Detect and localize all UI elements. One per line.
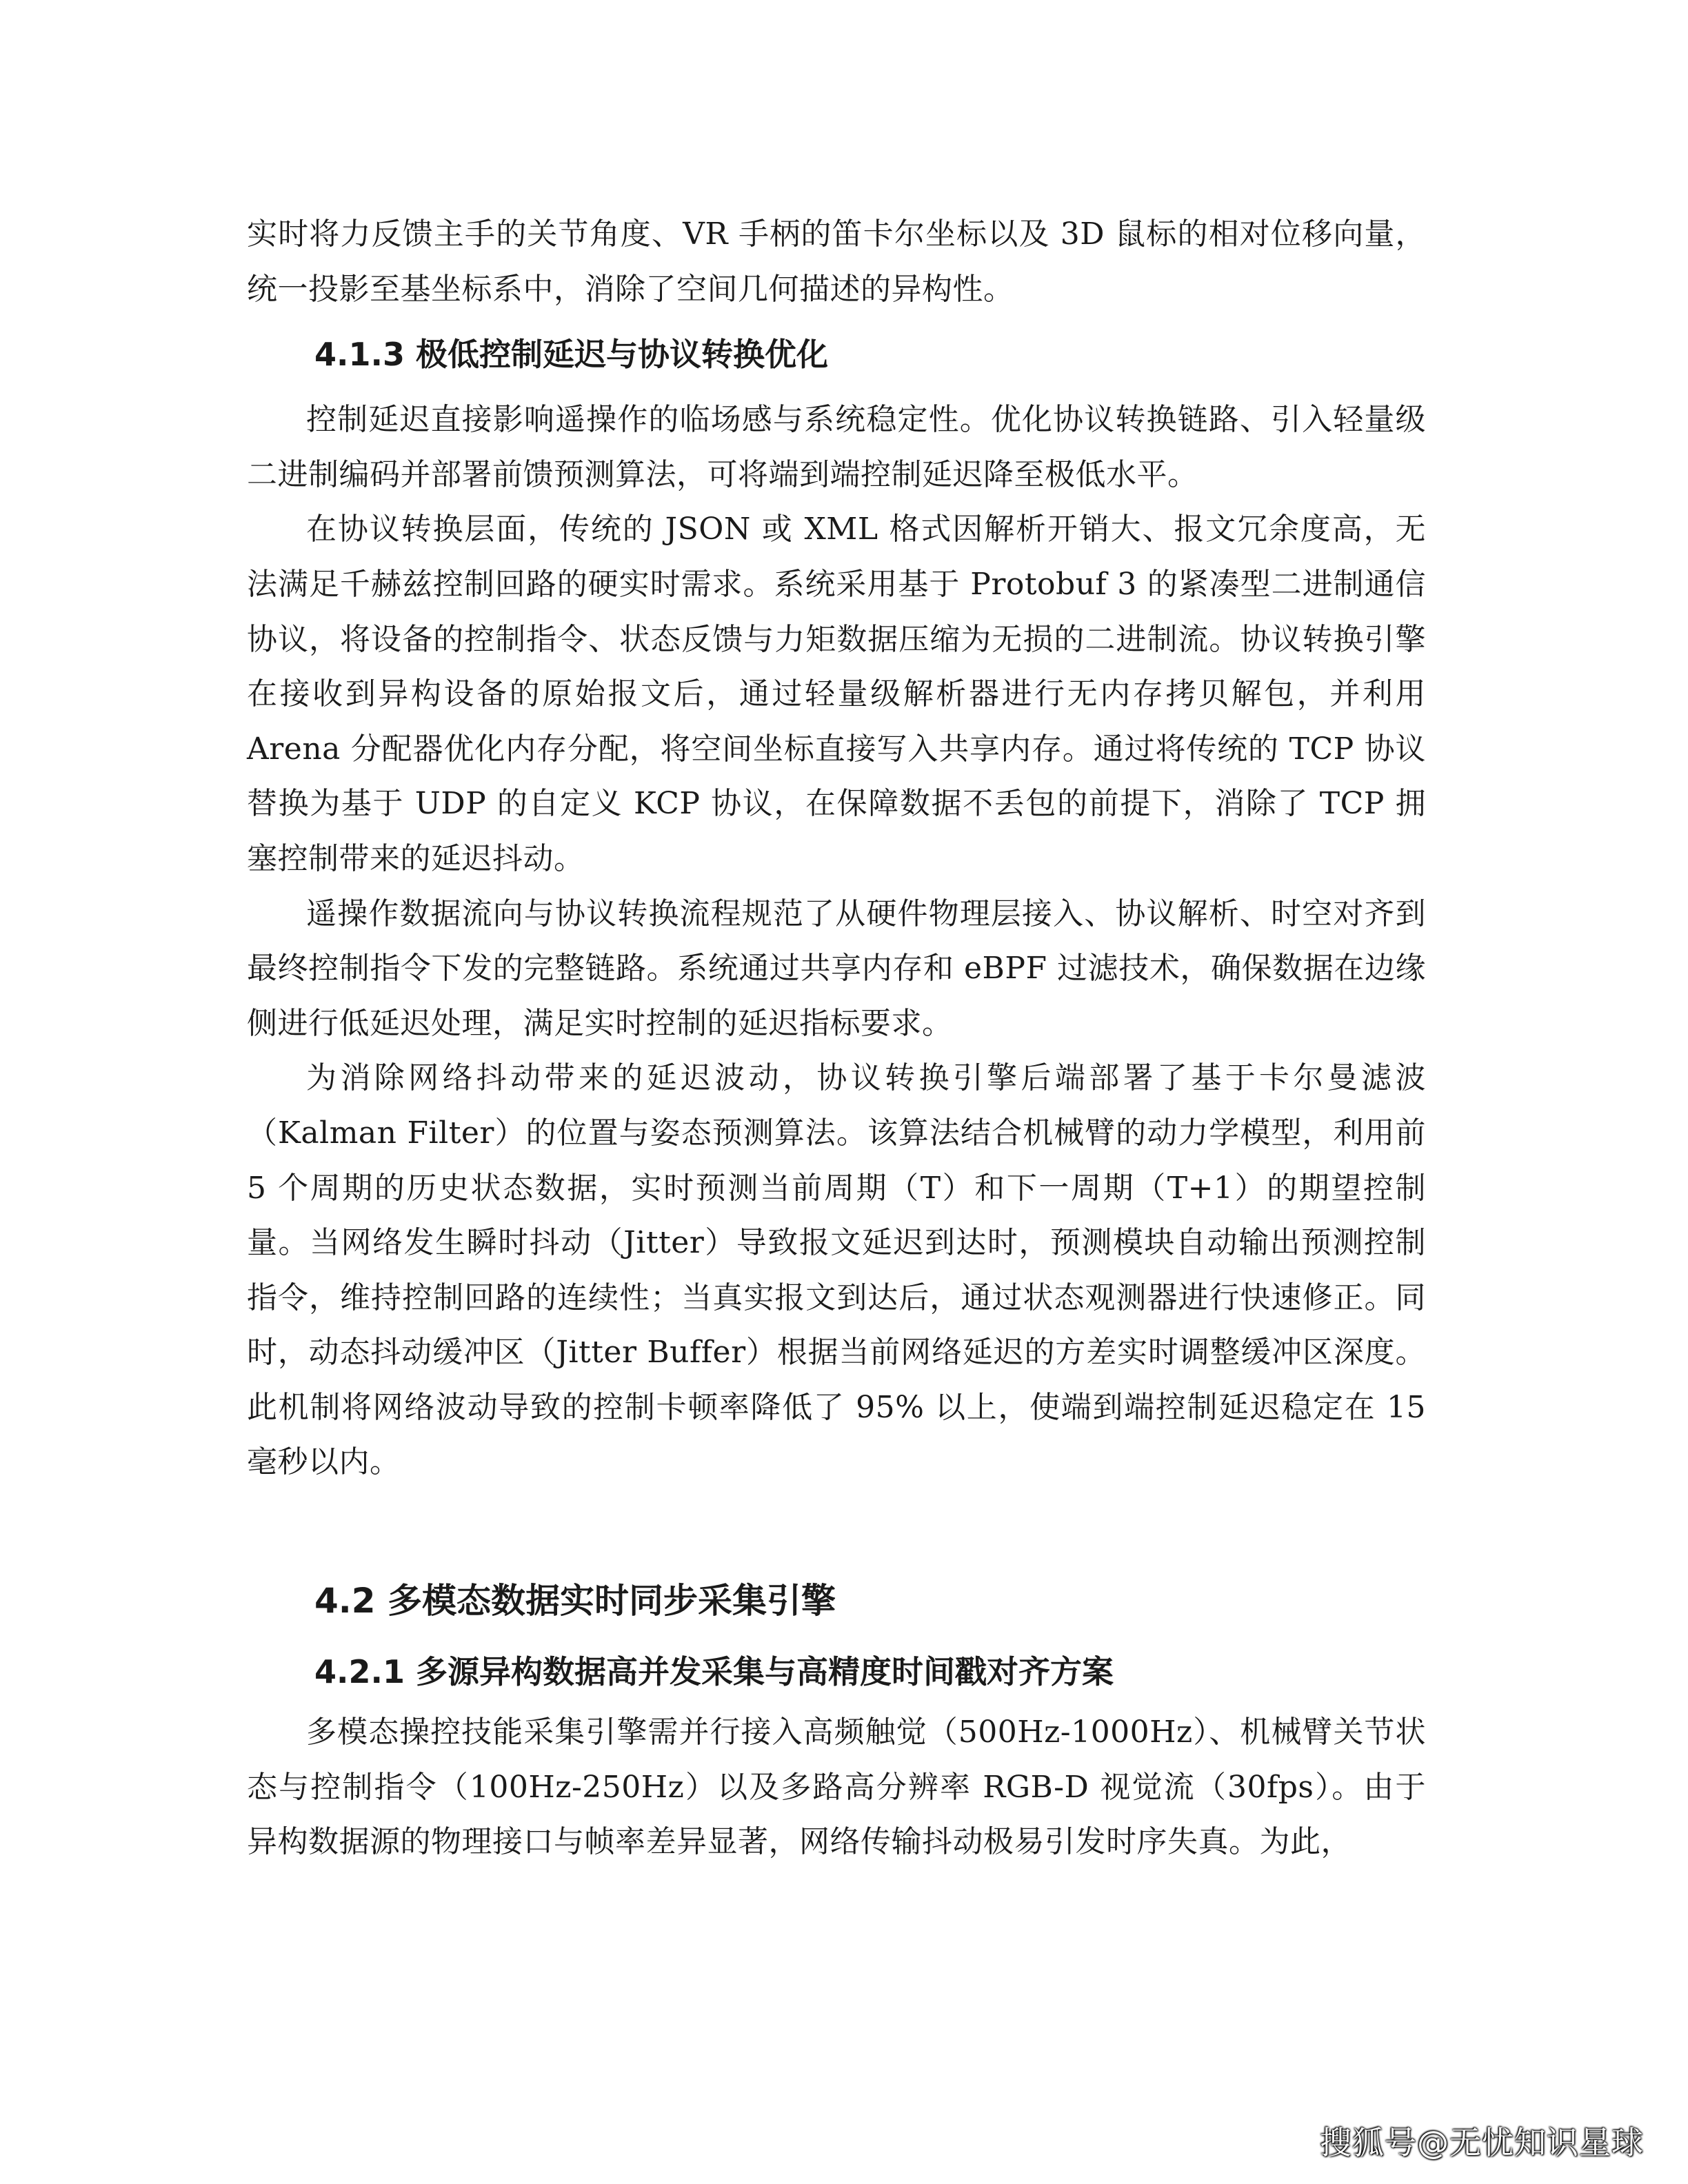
document-body [247, 207, 1426, 1870]
heading-4-1-3: 4.1.3 极低控制延迟与协议转换优化 [314, 336, 828, 374]
paragraph-4-1-3-1: 控制延迟直接影响遥操作的临场感与系统稳定性。优化协议转换链路、引入轻量级二进制编码并部署前馈预测算法，可将端到端控制延迟降至极低水平。 [247, 402, 1426, 492]
section-spacer [247, 1490, 1426, 1563]
paragraph-4-2-1-1: 多模态操控技能采集引擎需并行接入高频触觉（500Hz-1000Hz）、机械臂关节状态与控制指令（100Hz-250Hz）以及多路高分辨率 RGB-D 视觉流（30fps）。由于异构数据源的物理接口与帧率差异显著，网络传输抖动极易引发时序失真。为此， [247, 1715, 1426, 1860]
paragraph-4-1-3-4: 为消除网络抖动带来的延迟波动，协议转换引擎后端部署了基于卡尔曼滤波（Kalman Filter）的位置与姿态预测算法。该算法结合机械臂的动力学模型，利用前 5 个周期的历史状态数据，实时预测当前周期（T）和下一周期（T+1）的期望控制量。当网络发生瞬时抖动（Jitter）导致报文延迟到达时，预测模块自动输出预测控制指令，维持控制回路的连续性；当真实报文到达后，通过状态观测器进行快速修正。同时，动态抖动缓冲区（Jitter Buffer）根据当前网络延迟的方差实时调整缓冲区深度。此机制将网络波动导致的控制卡顿率降低了 95% 以上，使端到端控制延迟稳定在 15 毫秒以内。 [247, 1060, 1426, 1480]
heading-4-2-1: 4.2.1 多源异构数据高并发采集与高精度时间戳对齐方案 [314, 1653, 1114, 1691]
watermark-text: 搜狐号@无忧知识星球 [1320, 2124, 1644, 2161]
paragraph-4-1-3-3: 遥操作数据流向与协议转换流程规范了从硬件物理层接入、协议解析、时空对齐到最终控制指令下发的完整链路。系统通过共享内存和 eBPF 过滤技术，确保数据在边缘侧进行低延迟处理，满足实时控制的延迟指标要求。 [247, 896, 1426, 1041]
paragraph-4-1-3-2: 在协议转换层面，传统的 JSON 或 XML 格式因解析开销大、报文冗余度高，无法满足千赫兹控制回路的硬实时需求。系统采用基于 Protobuf 3 的紧凑型二进制通信协议，将设备的控制指令、状态反馈与力矩数据压缩为无损的二进制流。协议转换引擎在接收到异构设备的原始报文后，通过轻量级解析器进行无内存拷贝解包，并利用 Arena 分配器优化内存分配，将空间坐标直接写入共享内存。通过将传统的 TCP 协议替换为基于 UDP 的自定义 KCP 协议，在保障数据不丢包的前提下，消除了 TCP 拥塞控制带来的延迟抖动。 [247, 512, 1426, 876]
heading-4-2: 4.2 多模态数据实时同步采集引擎 [314, 1581, 836, 1621]
paragraph-intro: 实时将力反馈主手的关节角度、VR 手柄的笛卡尔坐标以及 3D 鼠标的相对位移向量，统一投影至基坐标系中，消除了空间几何描述的异构性。 [247, 216, 1426, 307]
